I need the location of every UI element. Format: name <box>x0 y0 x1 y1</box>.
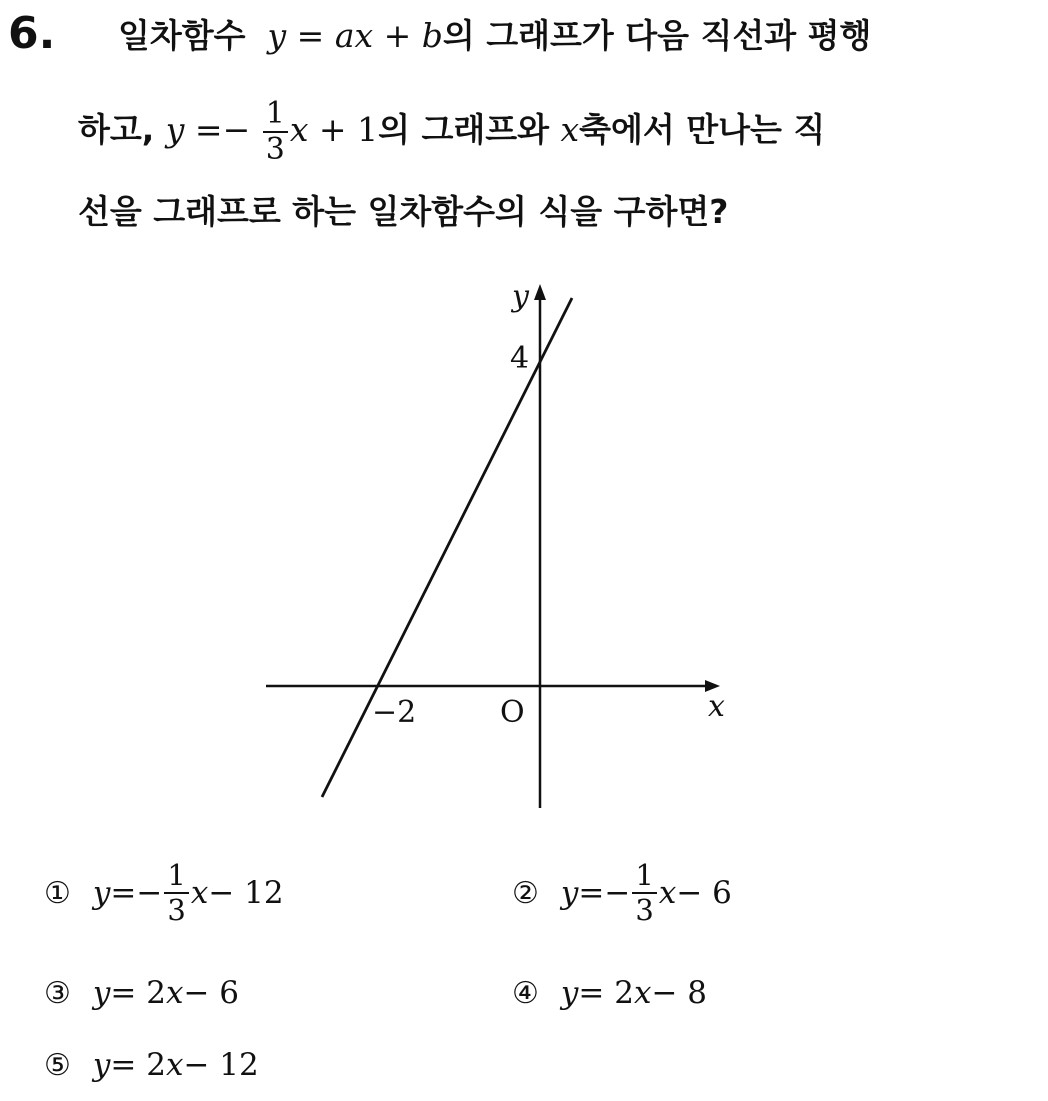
math-var: y <box>267 16 287 55</box>
fraction-numerator: 1 <box>263 97 288 133</box>
math-op: − 12 <box>208 875 284 911</box>
choice-marker: ③ <box>44 975 71 1011</box>
question-text: 하고, <box>78 110 166 149</box>
math-var: x <box>289 110 309 149</box>
fraction-denominator: 3 <box>635 893 654 927</box>
choice-2[interactable] <box>512 848 732 938</box>
math-var: x <box>658 875 677 911</box>
y-axis-label: y <box>512 279 529 314</box>
math-var: y <box>92 975 111 1011</box>
question-number: 6. <box>8 8 56 59</box>
choice-1[interactable] <box>44 848 284 938</box>
y-intercept-label: 4 <box>510 341 530 376</box>
origin-label: O <box>500 695 525 730</box>
question-text: 축에서 만나는 직 <box>579 110 826 149</box>
x-axis-label: x <box>708 689 725 724</box>
question-text: 의 그래프와 <box>378 110 561 149</box>
math-var: x <box>165 975 184 1011</box>
math-op: − 12 <box>183 1047 259 1083</box>
y-axis-arrow-icon <box>534 284 546 300</box>
math-var: y <box>92 875 111 911</box>
math-var: y <box>165 110 185 149</box>
choice-marker: ④ <box>512 975 539 1011</box>
fraction <box>632 859 656 927</box>
fraction <box>164 859 188 927</box>
math-var: a <box>334 16 355 55</box>
choice-4[interactable] <box>512 968 707 1018</box>
fraction-numerator: 1 <box>632 859 656 894</box>
math-op: =− <box>184 110 261 149</box>
math-var: b <box>421 16 443 55</box>
question-text: 의 그래프가 다음 직선과 평행 <box>442 16 872 55</box>
math-op: + 1 <box>308 110 379 149</box>
math-var: y <box>560 975 579 1011</box>
fraction-denominator: 3 <box>265 132 285 167</box>
math-op: =− <box>578 875 631 911</box>
math-op: − 8 <box>651 975 708 1011</box>
choice-5[interactable] <box>44 1040 259 1090</box>
math-var: x <box>560 110 580 149</box>
choice-3[interactable] <box>44 968 239 1018</box>
math-var: y <box>560 875 579 911</box>
fraction-denominator: 3 <box>167 893 186 927</box>
math-op: = <box>286 16 335 55</box>
question-line-3: 선을 그래프로 하는 일차함수의 식을 구하면? <box>78 192 729 231</box>
question-text: 일차함수 <box>118 16 246 55</box>
math-op: − 6 <box>676 875 732 911</box>
math-var: x <box>354 16 374 55</box>
math-op: = 2 <box>110 975 166 1011</box>
math-op: = 2 <box>110 1047 166 1083</box>
math-op: + <box>373 16 422 55</box>
choice-marker: ⑤ <box>44 1047 71 1083</box>
choice-marker: ② <box>512 875 539 911</box>
graph-line <box>322 298 572 797</box>
choice-marker: ① <box>44 875 71 911</box>
math-op: =− <box>110 875 163 911</box>
math-var: y <box>92 1047 111 1083</box>
fraction-numerator: 1 <box>164 859 188 894</box>
math-op: − 6 <box>183 975 240 1011</box>
x-intercept-label: −2 <box>372 695 417 730</box>
math-var: x <box>190 875 209 911</box>
math-op: = 2 <box>578 975 634 1011</box>
math-var: x <box>633 975 652 1011</box>
math-var: x <box>165 1047 184 1083</box>
